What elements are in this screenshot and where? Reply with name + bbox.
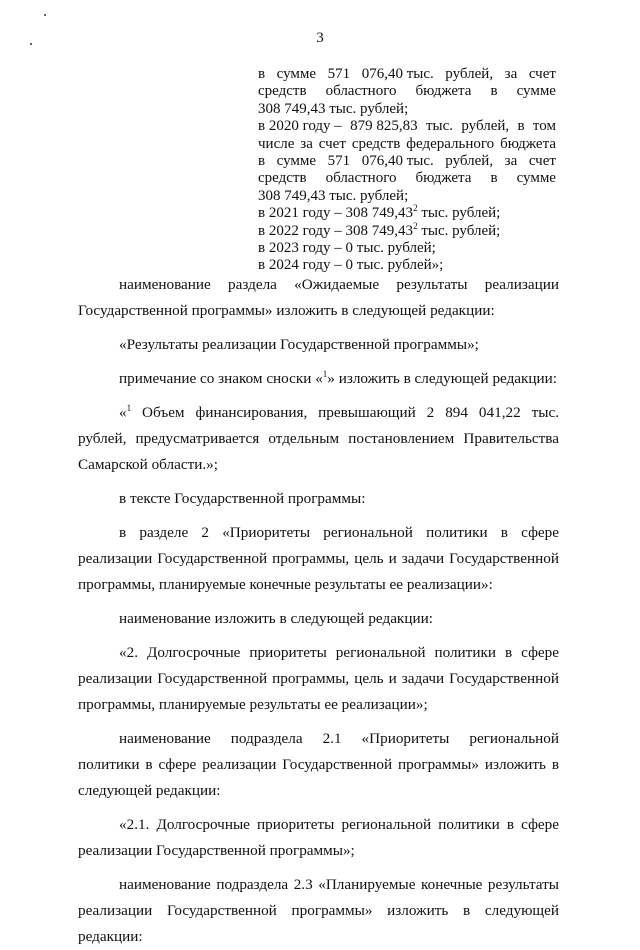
funding-line: средств областного бюджета в сумме	[258, 170, 556, 187]
paragraph: в тексте Государственной программы:	[119, 490, 366, 507]
funding-line-2024: в 2024 году – 0 тыс. рублей»;	[258, 257, 444, 274]
document-body	[78, 272, 559, 950]
footnote-marker: 2	[413, 220, 418, 231]
paragraph: «2.1. Долгосрочные приоритеты региональной политики в сфере реализации Государственной программы»;	[78, 816, 559, 859]
funding-line: в сумме 571 076,40 тыс. рублей, за счет	[258, 153, 556, 170]
footnote-marker: 1	[126, 403, 132, 413]
footnote-marker: 2	[413, 203, 418, 214]
paragraph-footnote: «$^1$ Объем финансирования, превышающий 2 894 041,22 тыс. рублей, предусматривается отдельным постановлением Правительства Самарской области.»;	[78, 403, 559, 473]
paragraph: наименование подраздела 2.3 «Планируемые конечные результаты реализации Государственной программы» изложить в следующей редакции:	[78, 876, 559, 945]
funding-line-2022: в 2022 году – 308 749,43$^2$ тыс. рублей;	[258, 220, 501, 239]
funding-amounts-block	[258, 66, 556, 275]
footnote-marker: 1	[322, 369, 328, 379]
funding-line: 308 749,43 тыс. рублей;	[258, 187, 409, 204]
funding-line-2023: в 2023 году – 0 тыс. рублей;	[258, 240, 436, 257]
paragraph: наименование подраздела 2.1 «Приоритеты региональной политики в сфере реализации Государственной программы» изложить в следующей редакции:	[78, 730, 559, 799]
funding-line-2021: в 2021 году – 308 749,43$^2$ тыс. рублей;	[258, 203, 501, 222]
funding-line: 308 749,43 тыс. рублей;	[258, 100, 409, 117]
paragraph-line: наименование раздела «Ожидаемые результаты реализации	[119, 276, 559, 293]
funding-line: числе за счет средств федерального бюджета	[258, 135, 556, 152]
paragraph: «2. Долгосрочные приоритеты региональной политики в сфере реализации Государственной программы, цель и задачи Государственной программы, планируемые результаты ее реализации»;	[78, 644, 559, 713]
paragraph: примечание со знаком сноски «$^1$» изложить в следующей редакции:	[119, 369, 558, 387]
paragraph: «Результаты реализации Государственной программы»;	[119, 336, 479, 353]
paragraph: в разделе 2 «Приоритеты региональной политики в сфере реализации Государственной программы, цель и задачи Государственной программы, планируемые конечные результаты ее реализации»:	[78, 524, 559, 593]
funding-line-2020: в 2020 году – 879 825,83 тыс. рублей, в том	[258, 118, 556, 135]
paragraph: Государственной программы» изложить в следующей редакции:	[78, 302, 495, 319]
funding-line: в сумме 571 076,40 тыс. рублей, за счет	[258, 66, 556, 82]
paragraph: наименование изложить в следующей редакции:	[119, 610, 433, 627]
page-number: 3	[316, 30, 324, 46]
scan-speck	[44, 14, 46, 16]
funding-line: средств областного бюджета в сумме	[258, 83, 556, 100]
